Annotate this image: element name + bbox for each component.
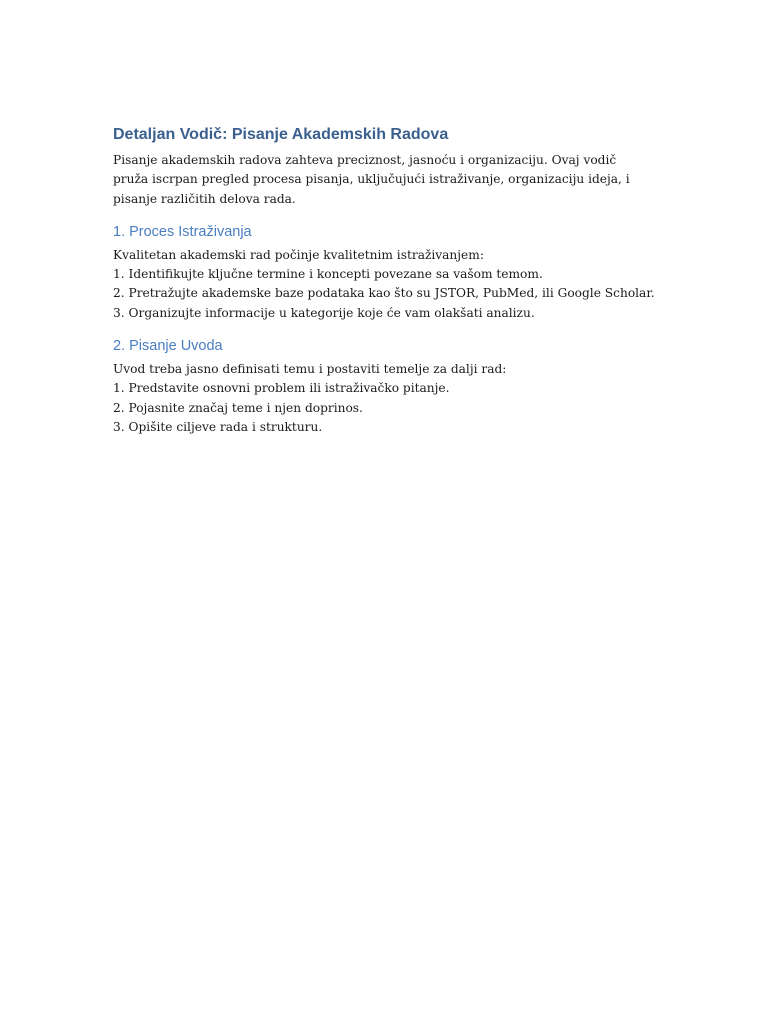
section-introduction [113, 337, 643, 437]
list-item: 1. Predstavite osnovni problem ili istraživačko pitanje. [113, 381, 450, 396]
list-item: 3. Organizujte informacije u kategorije koje će vam olakšati analizu. [113, 305, 535, 320]
list-item: 2. Pojasnite značaj teme i njen doprinos. [113, 400, 363, 415]
document-title: Detaljan Vodič: Pisanje Akademskih Radova [113, 126, 449, 143]
section-heading-research: 1. Proces Istraživanja [113, 223, 252, 240]
list-item: 3. Opišite ciljeve rada i strukturu. [113, 419, 323, 434]
section-lead-research: Kvalitetan akademski rad počinje kvalitetnim istraživanjem: [113, 247, 484, 262]
list-item: 1. Identifikujte ključne termine i koncepti povezane sa vašom temom. [113, 267, 543, 282]
section-heading-introduction: 2. Pisanje Uvoda [113, 338, 223, 355]
introduction-steps-list [113, 379, 643, 437]
section-research [113, 223, 655, 323]
research-steps-list [113, 265, 655, 323]
document-body [113, 125, 655, 437]
intro-paragraph: Pisanje akademskih radova zahteva preciznost, jasnoću i organizaciju. Ovaj vodič pruža iscrpan pregled procesa pisanja, uključujući istraživanje, organizaciju ideja, i pisanje različitih delova rada. [113, 153, 630, 206]
section-lead-introduction: Uvod treba jasno definisati temu i postaviti temelje za dalji rad: [113, 362, 507, 377]
list-item: 2. Pretražujte akademske baze podataka kao što su JSTOR, PubMed, ili Google Scholar. [113, 286, 655, 301]
